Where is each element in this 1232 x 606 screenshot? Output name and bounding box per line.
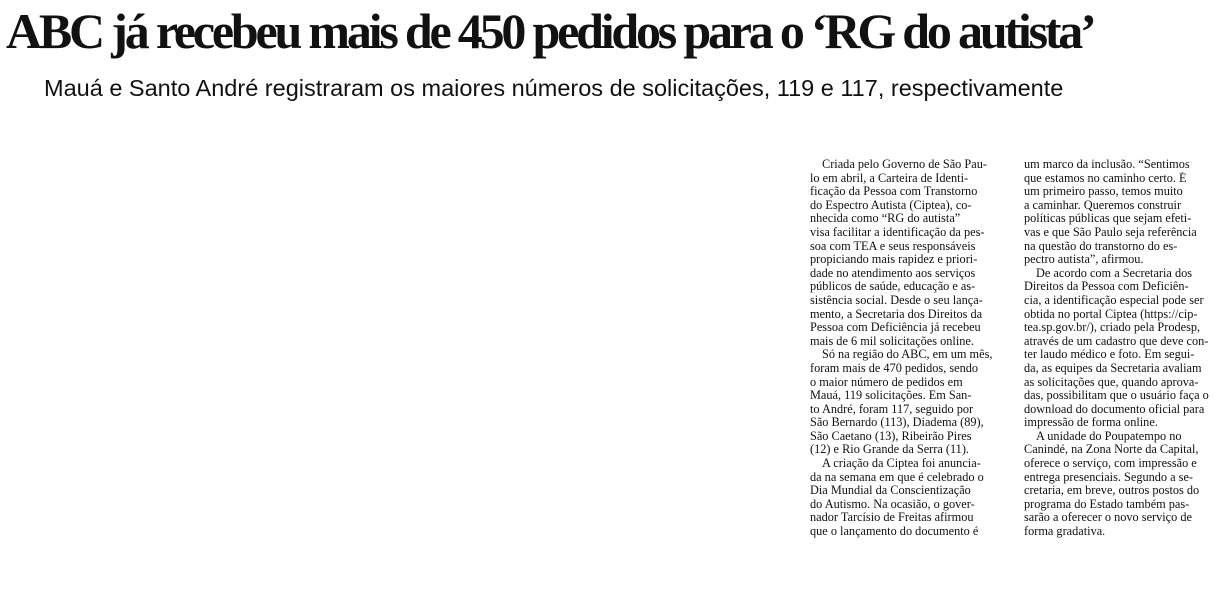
article-line: que estamos no caminho certo. É (1024, 171, 1187, 185)
article-paragraph (1024, 267, 1224, 430)
article-line: pectro autista”, afirmou. (1024, 253, 1144, 267)
article-paragraph (810, 158, 1005, 348)
article-line: Só na região do ABC, em um mês, (822, 348, 993, 362)
article-paragraph (1024, 430, 1224, 539)
article-line: entrega presenciais. Segundo a se- (1024, 470, 1194, 484)
article-line: da, as equipes da Secretaria avaliam (1024, 361, 1202, 375)
article-line: vas e que São Paulo seja referência (1024, 225, 1197, 239)
article-line: dade no atendimento aos serviços (810, 266, 976, 280)
article-line: download do documento oficial para (1024, 402, 1205, 416)
article-line: A criação da Ciptea foi anuncia- (822, 457, 981, 471)
article-line: São Bernardo (113), Diadema (89), (810, 416, 984, 430)
article-column-2 (1024, 158, 1224, 539)
article-line: ficação da Pessoa com Transtorno (810, 185, 978, 199)
article-line: Direitos da Pessoa com Deficiên- (1024, 280, 1189, 294)
article-line: as solicitações que, quando aprova- (1024, 375, 1199, 389)
article-line: mento, a Secretaria dos Direitos da (810, 307, 983, 321)
article-line: públicos de saúde, educação e as- (810, 280, 976, 294)
article-line: políticas públicas que sejam efeti- (1024, 212, 1192, 226)
article-line: Dia Mundial da Conscientização (810, 484, 971, 498)
subtitle: Mauá e Santo André registraram os maiores números de solicitações, 119 e 117, respectivamente (44, 75, 1064, 101)
article-line: sistência social. Desde o seu lança- (810, 293, 983, 307)
article-line: nador Tarcísio de Freitas afirmou (810, 511, 974, 525)
article-line: que o lançamento do documento é (810, 525, 979, 539)
article-line: obtida no portal Ciptea (https://cip- (1024, 307, 1198, 321)
article-line: propiciando mais rapidez e priori- (810, 253, 978, 267)
article-line: do Espectro Autista (Ciptea), co- (810, 198, 972, 212)
article-line: cia, a identificação especial pode ser (1024, 293, 1204, 307)
article-line: sarão a oferecer o novo serviço de (1024, 511, 1192, 525)
article-paragraph (810, 348, 1005, 457)
article-line: através de um cadastro que deve con- (1024, 334, 1209, 348)
article-line: lo em abril, a Carteira de Identi- (810, 171, 969, 185)
article-paragraph (810, 457, 1005, 539)
article-line: São Caetano (13), Ribeirão Pires (810, 429, 972, 443)
article-line: na questão do transtorno do es- (1024, 239, 1178, 253)
article-line: A unidade do Poupatempo no (1036, 429, 1182, 443)
article-line: um marco da inclusão. “Sentimos (1024, 158, 1190, 171)
article-paragraph (1024, 158, 1224, 267)
article-line: um primeiro passo, temos muito (1024, 185, 1183, 199)
article-line: das, possibilitam que o usuário faça o (1024, 389, 1209, 403)
article-line: foram mais de 470 pedidos, sendo (810, 361, 979, 375)
article-line: soa com TEA e seus responsáveis (810, 239, 976, 253)
article-line: programa do Estado também pas- (1024, 497, 1190, 511)
article-column-1 (810, 158, 1005, 539)
article-line: cretaria, em breve, outros postos do (1024, 484, 1200, 498)
article-line: to André, foram 117, seguido por (810, 402, 974, 416)
article-line: Canindé, na Zona Norte da Capital, (1024, 443, 1199, 457)
article-line: De acordo com a Secretaria dos (1036, 266, 1193, 280)
article-line: Pessoa com Deficiência já recebeu (810, 321, 981, 335)
article-line: tea.sp.gov.br/), criado pela Prodesp, (1024, 321, 1201, 335)
headline: ABC já recebeu mais de 450 pedidos para o ‘RG do autista’ (6, 3, 1094, 59)
article-line: da na semana em que é celebrado o (810, 470, 984, 484)
article-line: Mauá, 119 solicitações. Em San- (810, 389, 972, 403)
article-line: (12) e Rio Grande da Serra (11). (810, 443, 970, 457)
article-line: impressão de forma online. (1024, 416, 1158, 430)
article-line: oferece o serviço, com impressão e (1024, 457, 1197, 471)
article-line: forma gradativa. (1024, 525, 1106, 539)
article-line: a caminhar. Queremos construir (1024, 198, 1182, 212)
article-line: Criada pelo Governo de São Pau- (822, 158, 987, 171)
article-line: visa facilitar a identificação da pes- (810, 225, 985, 239)
article-line: nhecida como “RG do autista” (810, 212, 961, 226)
article-line: mais de 6 mil solicitações online. (810, 334, 974, 348)
article-line: ter laudo médico e foto. Em segui- (1024, 348, 1195, 362)
article-line: do Autismo. Na ocasião, o gover- (810, 497, 975, 511)
article-line: o maior número de pedidos em (810, 375, 963, 389)
